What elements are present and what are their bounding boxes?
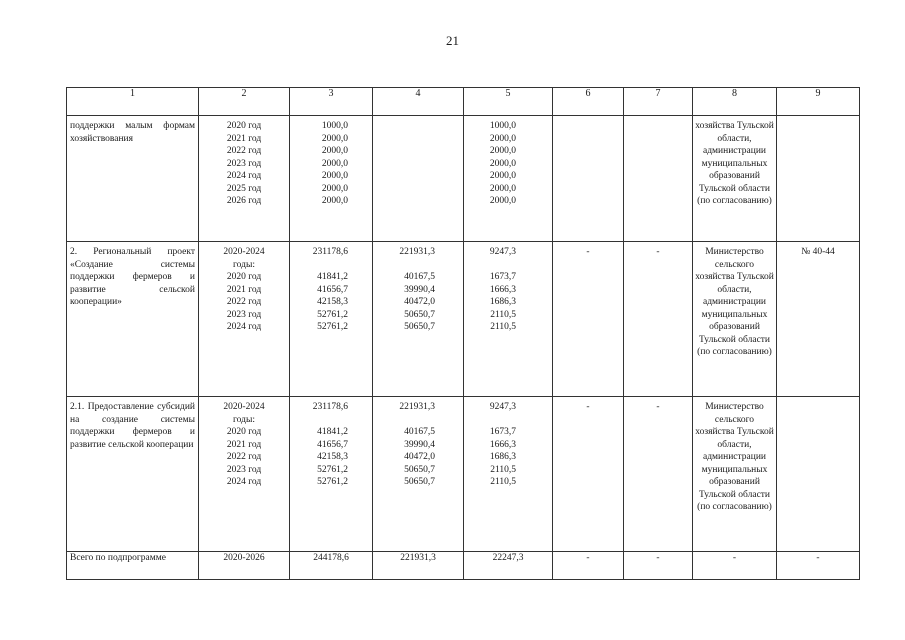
responsible-org-cell [693,116,777,242]
dash-value: - [586,247,590,257]
total-row [67,552,860,580]
amount-value: 2000,0 [321,133,348,144]
table-row [67,116,860,242]
years-cell [199,116,290,242]
amount-value: 1666,3 [489,284,516,295]
amount-value: 50650,7 [404,464,435,475]
col7-cell [624,116,693,242]
amount-period-total: 231178,6 [312,402,348,412]
year-label: 2020 год [226,272,262,282]
period-label: 2020-2024 [223,402,265,412]
amount-value: 40167,5 [404,272,435,282]
amount-value: 52761,2 [317,464,348,475]
amount-value: 2000,0 [321,183,348,194]
amount-value: 1686,3 [489,452,516,462]
amount-value: 41841,2 [317,427,348,437]
amount-value: 1000,0 [489,121,516,131]
amount-value: 41841,2 [317,272,348,282]
total-col4: 221931,3 [373,552,464,580]
amount-value: 1673,7 [489,427,516,437]
amount-value: 41656,7 [317,284,348,295]
total-col7: - [624,552,693,580]
responsible-org-cell [693,397,777,552]
amount-value: 1686,3 [489,297,516,307]
col6-cell [553,242,624,397]
total-col5: 22247,3 [464,552,553,580]
total-col6: - [553,552,624,580]
col6-cell [553,397,624,552]
amount-value: 50650,7 [404,309,435,320]
col7-cell [624,397,693,552]
amount-federal-cell [373,116,464,242]
year-label: 2021 год [226,439,262,450]
year-label: 2020 год [226,121,262,131]
col6-cell [553,116,624,242]
amount-period-total: 9247,3 [489,247,516,257]
row-name: 2.1. Предоставление субсидий на создание системы поддержки фермеров и развитие сельской кооперации [70,402,195,450]
period-suffix: годы: [233,259,255,270]
amount-period-total: 221931,3 [399,247,435,257]
total-period: 2020-2026 [199,552,290,580]
amount-value: 2000,0 [321,171,348,181]
header-col-3: 3 [290,88,373,116]
amount-regional-cell [464,242,553,397]
amount-value: 40167,5 [404,427,435,437]
header-col-5: 5 [464,88,553,116]
amount-value: 2110,5 [490,477,516,487]
year-label: 2021 год [226,133,262,144]
amount-value: 2000,0 [489,158,516,169]
amount-period-total: 221931,3 [399,402,435,412]
row-name: поддержки малым формам хозяйствования [70,121,195,144]
year-label: 2022 год [226,146,262,156]
reference-number: № 40-44 [801,247,835,257]
amount-value: 2000,0 [321,158,348,169]
amount-value: 40472,0 [404,452,435,462]
dash-value: - [586,402,590,412]
amount-federal-cell [373,242,464,397]
year-label: 2022 год [226,297,262,307]
row-name-cell [67,116,199,242]
table-header-row [67,88,860,116]
responsible-org-cell [693,242,777,397]
year-label: 2025 год [226,183,262,194]
year-label: 2021 год [226,284,262,295]
page-number: 21 [446,33,459,48]
header-col-9: 9 [777,88,860,116]
amount-value: 52761,2 [317,322,348,332]
dash-value: - [656,402,660,412]
row-name-cell [67,397,199,552]
responsible-org: Министерство сельского хозяйства Тульской области, администрации муниципальных образований Тульской области (по согласованию) [695,247,774,357]
amount-value: 50650,7 [404,477,435,487]
header-col-8: 8 [693,88,777,116]
row-name: 2. Региональный проект «Создание системы поддержки фермеров и развитие сельской кооперации» [70,247,195,307]
amount-total-cell [290,116,373,242]
amount-value: 1673,7 [489,272,516,282]
table-row [67,242,860,397]
amount-value: 1000,0 [321,121,348,131]
amount-value: 1666,3 [489,439,516,450]
amount-value: 2000,0 [489,183,516,194]
amount-period-total: 231178,6 [312,247,348,257]
row-name-cell [67,242,199,397]
budget-table [66,87,860,580]
amount-value: 40472,0 [404,297,435,307]
header-col-7: 7 [624,88,693,116]
header-col-2: 2 [199,88,290,116]
amount-value: 52761,2 [317,309,348,320]
amount-regional-cell [464,397,553,552]
year-label: 2023 год [226,464,262,475]
responsible-org: хозяйства Тульской области, администрации муниципальных образований Тульской области (по согласованию) [695,121,774,206]
amount-total-cell [290,242,373,397]
amount-total-cell [290,397,373,552]
amount-value: 2000,0 [489,146,516,156]
amount-value: 2110,5 [490,464,516,475]
total-col9: - [777,552,860,580]
amount-value: 39990,4 [404,439,435,450]
amount-value: 2000,0 [321,146,348,156]
year-label: 2022 год [226,452,262,462]
period-suffix: годы: [233,414,255,425]
reference-cell [777,397,860,552]
amount-value: 2000,0 [489,133,516,144]
total-col8: - [693,552,777,580]
amount-value: 50650,7 [404,322,435,332]
total-name-cell [67,552,199,580]
col7-cell [624,242,693,397]
year-label: 2024 год [226,322,262,332]
amount-value: 2110,5 [490,322,516,332]
table-row [67,397,860,552]
amount-federal-cell [373,397,464,552]
years-cell [199,242,290,397]
amount-value: 39990,4 [404,284,435,295]
total-col3: 244178,6 [290,552,373,580]
header-col-6: 6 [553,88,624,116]
responsible-org: Министерство сельского хозяйства Тульской области, администрации муниципальных образований Тульской области (по согласованию) [695,402,774,512]
dash-value: - [656,247,660,257]
year-label: 2020 год [226,427,262,437]
amount-value: 42158,3 [317,297,348,307]
amount-regional-cell [464,116,553,242]
reference-cell [777,242,860,397]
reference-cell [777,116,860,242]
amount-value: 42158,3 [317,452,348,462]
year-label: 2023 год [226,309,262,320]
year-label: 2023 год [226,158,262,169]
amount-period-total: 9247,3 [489,402,516,412]
amount-value: 2110,5 [490,309,516,320]
amount-value: 2000,0 [489,171,516,181]
total-name: Всего по подпрограмме [70,553,166,563]
year-label: 2026 год [226,196,262,206]
amount-value: 2000,0 [321,196,348,206]
amount-value: 41656,7 [317,439,348,450]
header-col-4: 4 [373,88,464,116]
amount-value: 2000,0 [489,196,516,206]
year-label: 2024 год [226,477,262,487]
years-cell [199,397,290,552]
header-col-1: 1 [67,88,199,116]
year-label: 2024 год [226,171,262,181]
period-label: 2020-2024 [223,247,265,257]
amount-value: 52761,2 [317,477,348,487]
